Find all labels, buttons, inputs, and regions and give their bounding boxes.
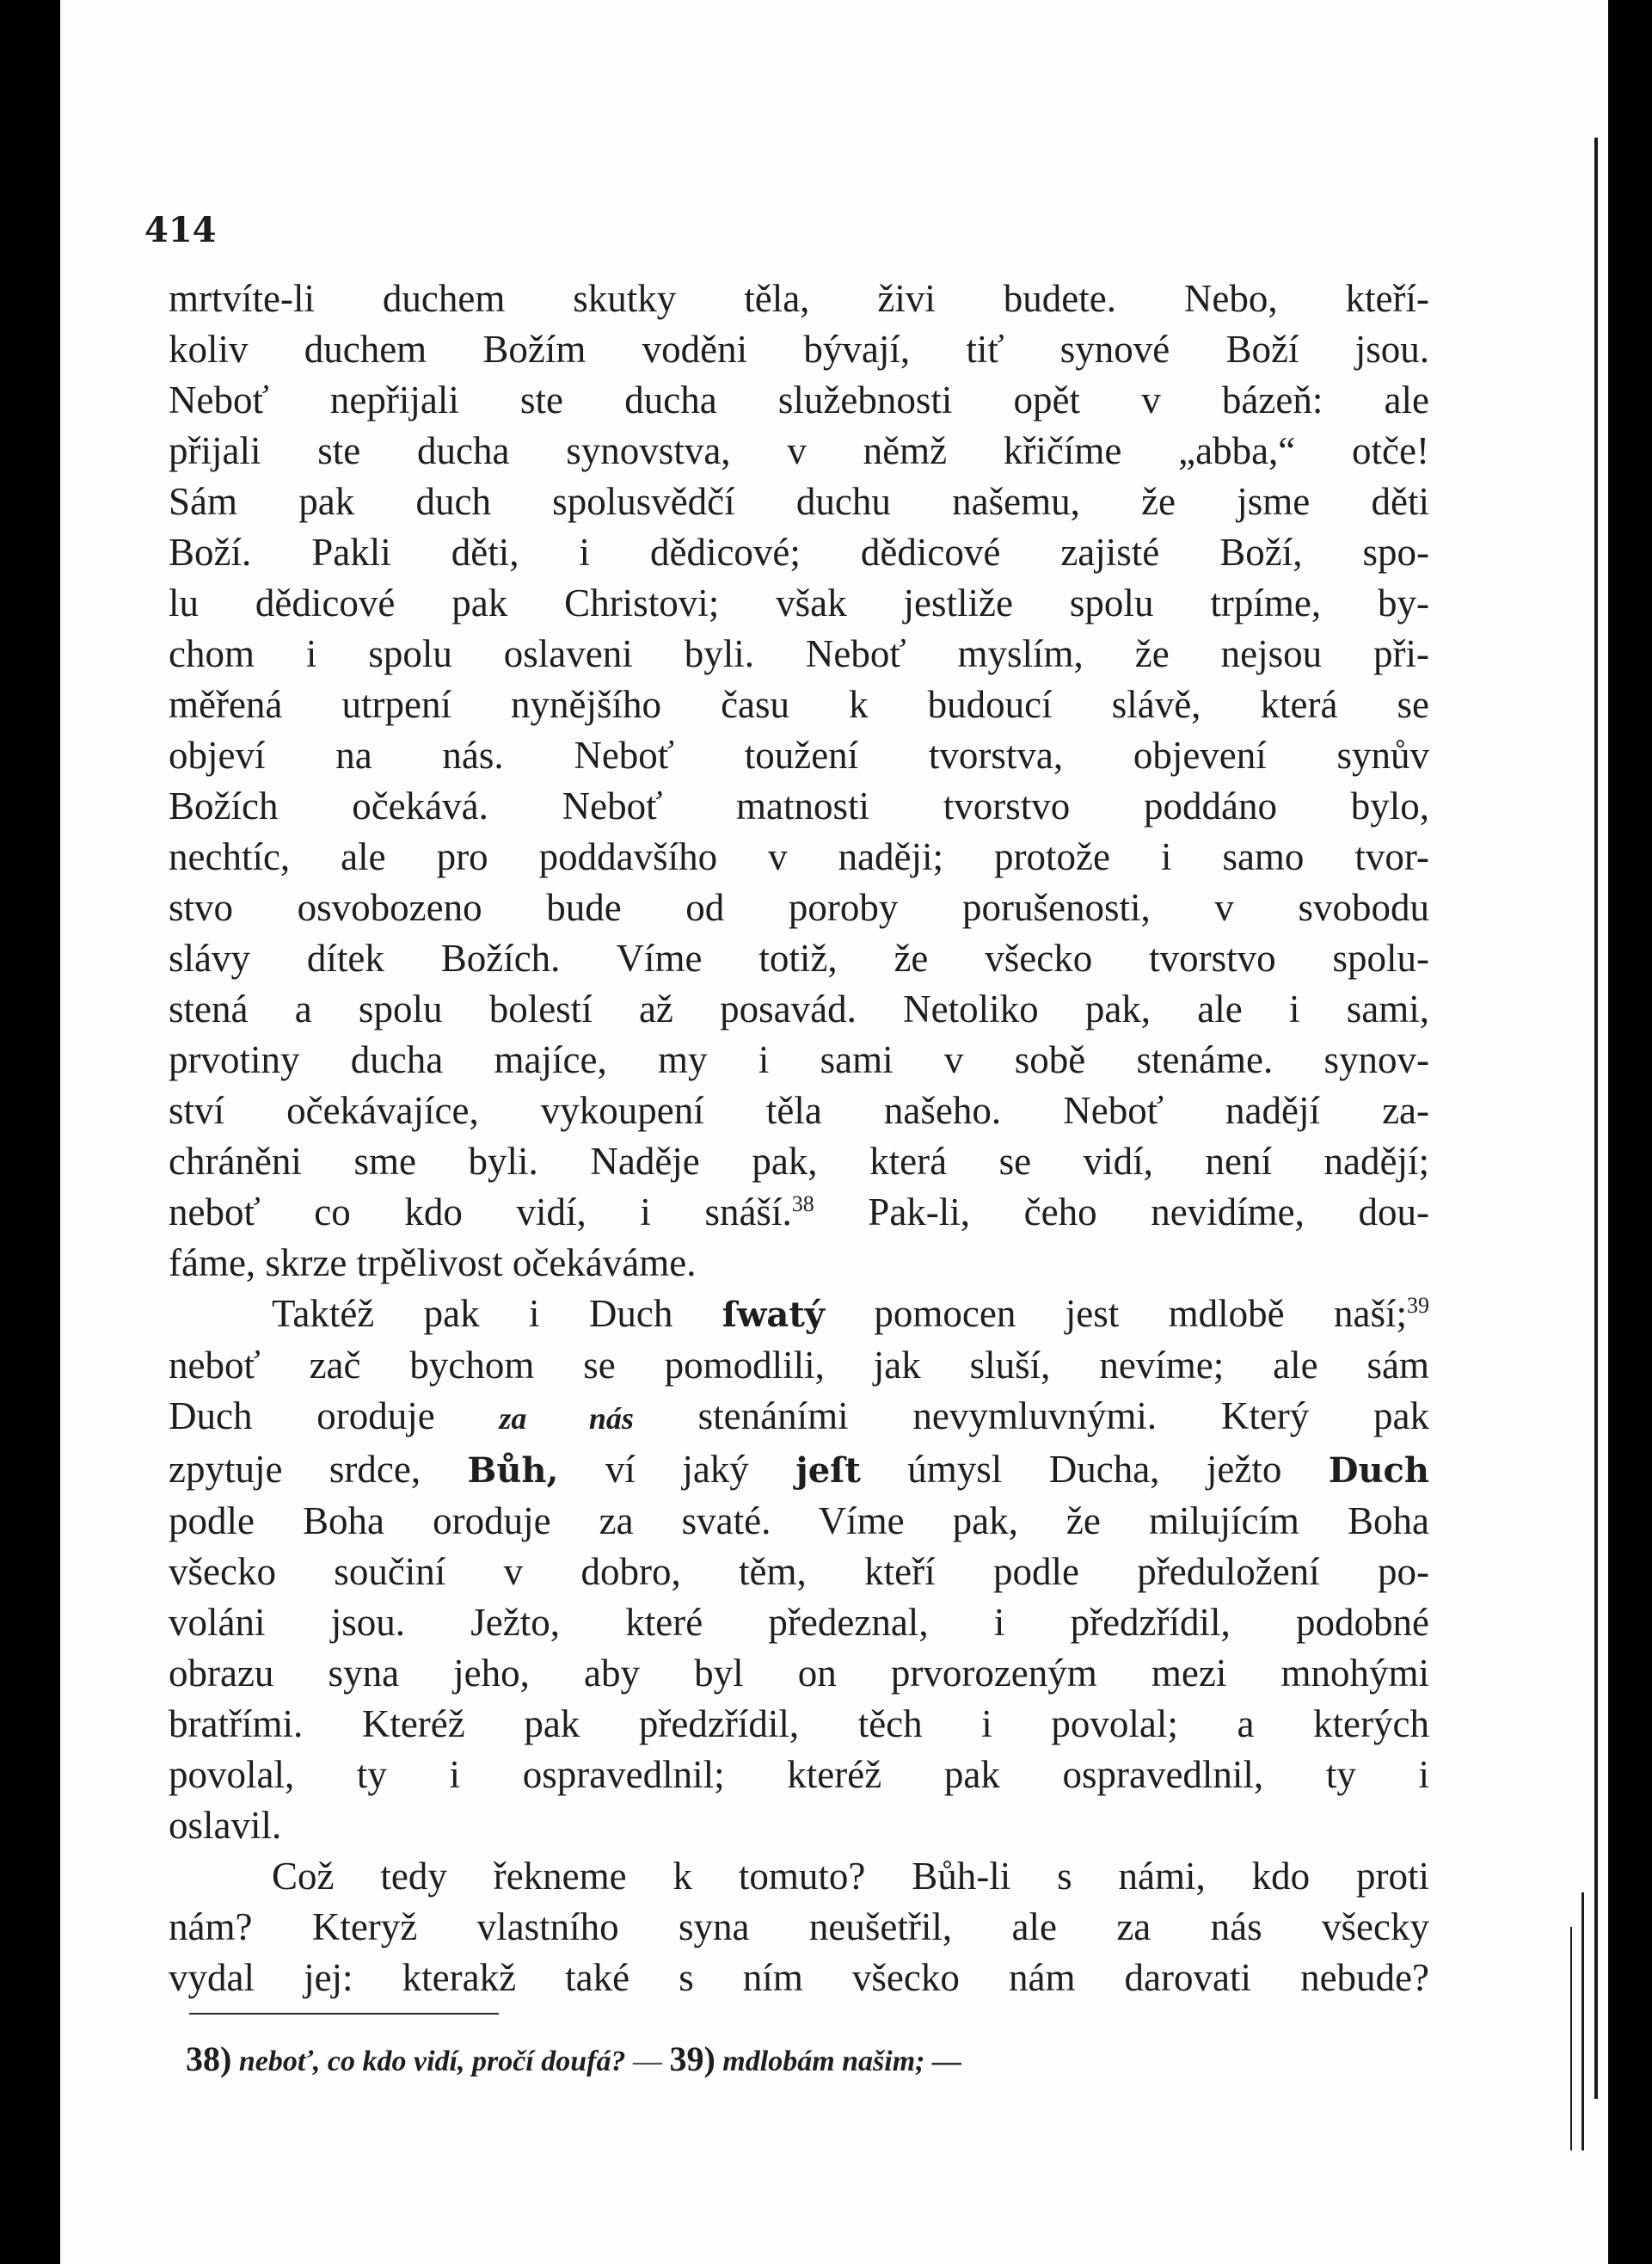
- text-line: měřená utrpení nynějšího času k budoucí slávě, která se: [169, 683, 1429, 726]
- text-line: [169, 1289, 1429, 1340]
- text-line: vydal jej: kterakž také s ním všecko nám darovati nebude?: [169, 1956, 1429, 1999]
- body-text: [169, 274, 1429, 2003]
- text-line: [169, 1444, 1429, 1496]
- text-line: obrazu syna jeho, aby byl on prvorozeným mezi mnohými: [169, 1652, 1429, 1695]
- text-line: všecko součiní v dobro, těm, kteří podle předuložení po-: [169, 1550, 1429, 1593]
- text-line: prvotiny ducha majíce, my i sami v sobě stenáme. synov-: [169, 1038, 1429, 1081]
- text-span: Duch oroduje: [169, 1394, 500, 1437]
- text-line: [169, 1391, 1429, 1444]
- text-line: přijali ste ducha synovstva, v němž křičíme „abba,“ otče!: [169, 429, 1429, 472]
- text-line: Boží. Pakli děti, i dědicové; dědicové zajisté Boží, spo-: [169, 531, 1429, 574]
- page-edge-shadow: [1570, 1927, 1572, 2150]
- paragraph-3: [169, 1851, 1429, 2003]
- footnote-text: neboť, co kdo vidí, pročí doufá?: [238, 2046, 626, 2077]
- text-line: oslavil.: [169, 1804, 282, 1847]
- text-line: Sám pak duch spolusvědčí duchu našemu, že jsme děti: [169, 480, 1429, 523]
- blackletter-word: ſwatý: [722, 1295, 826, 1335]
- text-line: podle Boha oroduje za svaté. Víme pak, že milujícím Boha: [169, 1499, 1429, 1542]
- footnote-ref-39: 39: [1407, 1293, 1429, 1318]
- text-line: slávy dítek Božích. Víme totiž, že všecko tvorstvo spolu-: [169, 937, 1429, 980]
- text-line: nechtíc, ale pro poddavšího v naději; protože i samo tvor-: [169, 835, 1429, 878]
- text-line: chom i spolu oslaveni byli. Neboť myslím, že nejsou při-: [169, 632, 1429, 675]
- text-line: Božích očekává. Neboť matnosti tvorstvo poddáno bylo,: [169, 784, 1429, 827]
- text-line: povolal, ty i ospravedlnil; kteréž pak ospravedlnil, ty i: [169, 1753, 1429, 1796]
- text-line: ství očekávajíce, vykoupení těla našeho. Neboť nadějí za-: [169, 1089, 1429, 1132]
- text-line: koliv duchem Božím voděni bývají, tiť synové Boží jsou.: [169, 328, 1429, 371]
- text-line: nám? Kteryž vlastního syna neušetřil, ale za nás všecky: [169, 1905, 1429, 1948]
- footnote-number: 39): [669, 2039, 715, 2078]
- text-span: Pak-li, čeho nevidíme, dou-: [814, 1190, 1429, 1234]
- footnote-rule: [189, 2013, 499, 2015]
- italic-gloss: za nás: [499, 1401, 634, 1436]
- text-line: voláni jsou. Ježto, které předeznal, i předzřídil, podobné: [169, 1601, 1429, 1644]
- text-line: lu dědicové pak Christovi; však jestliže spolu trpíme, by-: [169, 581, 1429, 624]
- text-line: Neboť nepřijali ste ducha služebnosti opět v bázeň: ale: [169, 378, 1429, 421]
- text-line: neboť zač bychom se pomodlili, jak sluší, nevíme; ale sám: [169, 1344, 1429, 1387]
- text-line: [169, 1187, 1429, 1238]
- blackletter-word: jeſt: [795, 1450, 861, 1491]
- text-line: stvo osvobozeno bude od poroby porušenosti, v svobodu: [169, 886, 1429, 929]
- footnote-text: mdlobám našim; —: [722, 2046, 961, 2077]
- text-line: mrtvíte-li duchem skutky těla, živi budete. Nebo, kteří-: [169, 277, 1429, 320]
- paragraph-2-rest: [169, 1496, 1429, 1800]
- text-span: ví jaký: [558, 1448, 796, 1491]
- text-span: neboť co kdo vidí, i snáší.: [169, 1190, 792, 1234]
- footnotes: [186, 2039, 1304, 2079]
- paragraph-1: [169, 274, 1429, 1187]
- text-span: pomocen jest mdlobě naší;: [825, 1292, 1407, 1335]
- text-line: chráněni sme byli. Naděje pak, která se vidí, není nadějí;: [169, 1140, 1429, 1183]
- page-edge-shadow: [1581, 1892, 1584, 2150]
- footnote-number: 38): [186, 2039, 232, 2078]
- footnote-separator: —: [632, 2046, 662, 2077]
- page-edge-shadow: [1594, 138, 1598, 2099]
- text-line: stená a spolu bolestí až posavád. Netoliko pak, ale i sami,: [169, 987, 1429, 1030]
- text-line: Což tedy řekneme k tomuto? Bůh-li s námi, kdo proti: [272, 1855, 1429, 1898]
- text-line: bratřími. Kteréž pak předzřídil, těch i povolal; a kterých: [169, 1702, 1429, 1745]
- page-number: 414: [144, 210, 217, 250]
- text-span: Taktéž pak i Duch: [272, 1292, 722, 1335]
- text-span: stenáními nevymluvnými. Který pak: [633, 1394, 1429, 1437]
- text-span: zpytuje srdce,: [169, 1448, 468, 1491]
- footnote-ref-38: 38: [791, 1191, 814, 1216]
- blackletter-word: Duch: [1328, 1450, 1429, 1491]
- text-span: úmysl Ducha, ježto: [860, 1448, 1329, 1491]
- text-line: objeví na nás. Neboť toužení tvorstva, objevení synův: [169, 734, 1429, 777]
- blackletter-word: Bůh,: [467, 1450, 559, 1491]
- text-line: fáme, skrze trpělivost očekáváme.: [169, 1241, 697, 1284]
